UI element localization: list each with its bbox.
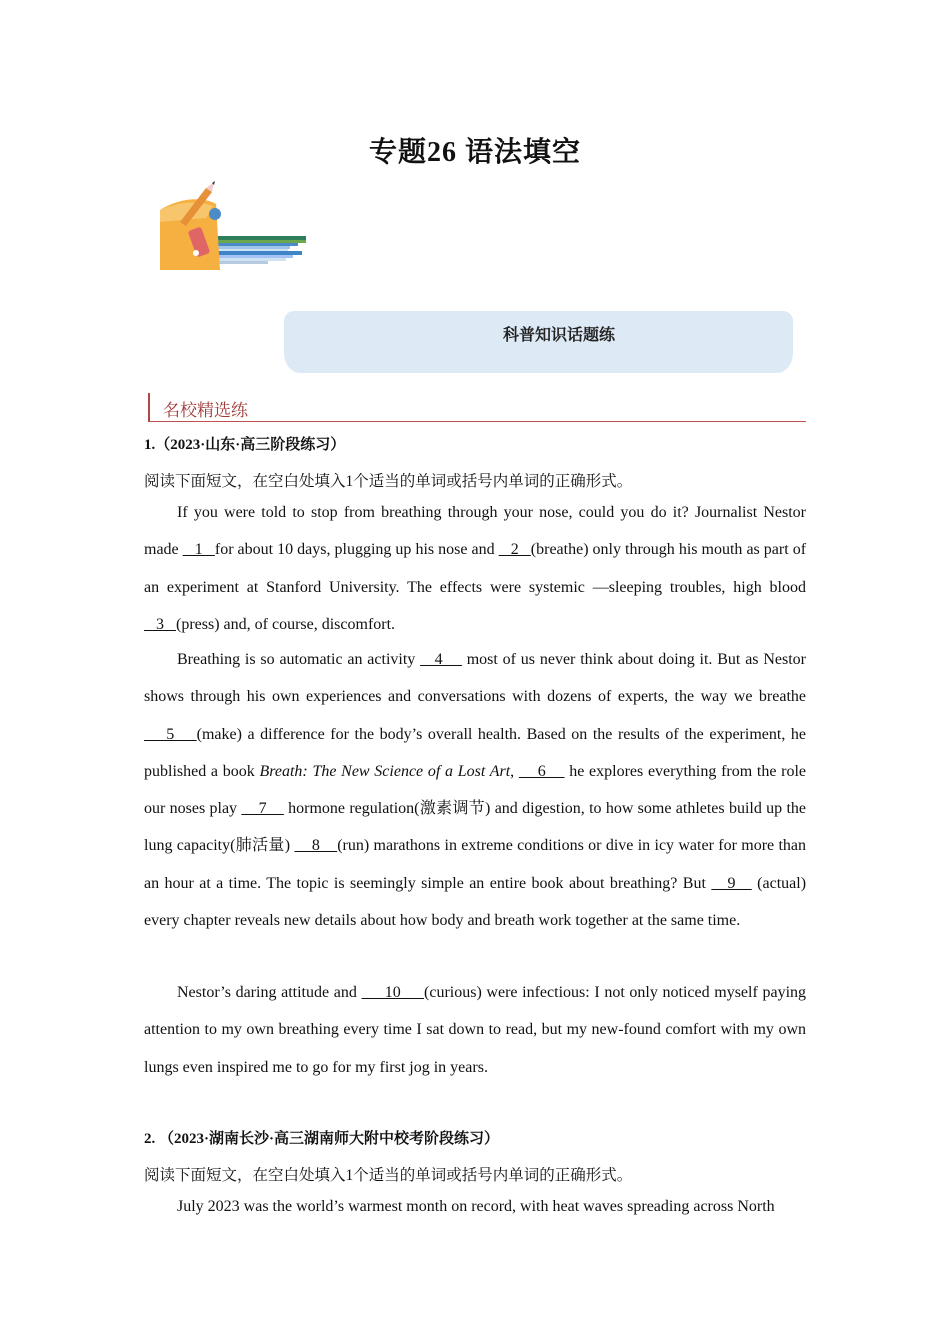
blank-2: 2: [498, 541, 531, 559]
blank-7: 7: [241, 800, 284, 818]
blank-6: 6: [518, 762, 565, 780]
question-1-paragraph-2: Breathing is so automatic an activity 4 most of us never think about doing it. But as Nestor shows through his own experiences and conversations with dozens of experts, the way we breathe 5 (make) a difference for the body’s overall health. Based on the results of the experiment, he published a book Breath: The New Science of a Lost Art, 6 he explores everything from the role our noses play 7 hormone regulation(激素调节) and digestion, to how some athletes build up the lung capacity(肺活量) 8 (run) marathons in extreme conditions or dive in icy water for more than an hour at a time. The topic is seemingly simple an entire book about breathing? But 9 (actual) every chapter reveals new details about how body and breath work together at the same time.: [144, 651, 807, 930]
blank-5: 5: [144, 725, 197, 743]
blank-9: 9: [711, 874, 752, 892]
pencil-books-icon: [158, 178, 308, 273]
blank-1: 1: [182, 541, 215, 559]
section-marker: [148, 393, 150, 421]
question-2-instruction: 阅读下面短文，在空白处填入1个适当的单词或括号内单词的正确形式。: [144, 1167, 633, 1184]
blank-10: 10: [361, 984, 425, 1001]
question-1-heading: 1.（2023·山东·高三阶段练习）: [144, 437, 346, 453]
blank-8: 8: [294, 837, 338, 855]
question-2-paragraph-1: July 2023 was the world’s warmest month on record, with heat waves spreading across North: [177, 1198, 775, 1215]
page-title: 专题26 语法填空: [368, 137, 581, 168]
section-divider: [148, 421, 806, 422]
topic-banner-text: 科普知识话题练: [502, 327, 615, 344]
book-title: Breath: The New Science of a Lost Art: [259, 762, 511, 780]
question-2-heading: 2. （2023·湖南长沙·高三湖南师大附中校考阶段练习）: [144, 1131, 500, 1147]
blank-4: 4: [420, 651, 462, 668]
blank-3: 3: [144, 615, 176, 633]
question-1-paragraph-3: Nestor’s daring attitude and 10 (curious) were infectious: I not only noticed myself paying attention to my own breathing every time I sat down to read, but my new-found comfort with my own lungs even inspired me to go for my first jog in years.: [144, 984, 807, 1076]
question-1-instruction: 阅读下面短文，在空白处填入1个适当的单词或括号内单词的正确形式。: [144, 473, 633, 490]
section-title: 名校精选练: [163, 401, 248, 420]
question-1-paragraph-1: If you were told to stop from breathing through your nose, could you do it? Journalist Nestor made 1 for about 10 days, plugging up his nose and 2 (breathe) only through his mouth as part of an experiment at Stanford University. The effects were systemic —sleeping troubles, high blood 3 (press) and, of course, discomfort.: [144, 504, 807, 633]
